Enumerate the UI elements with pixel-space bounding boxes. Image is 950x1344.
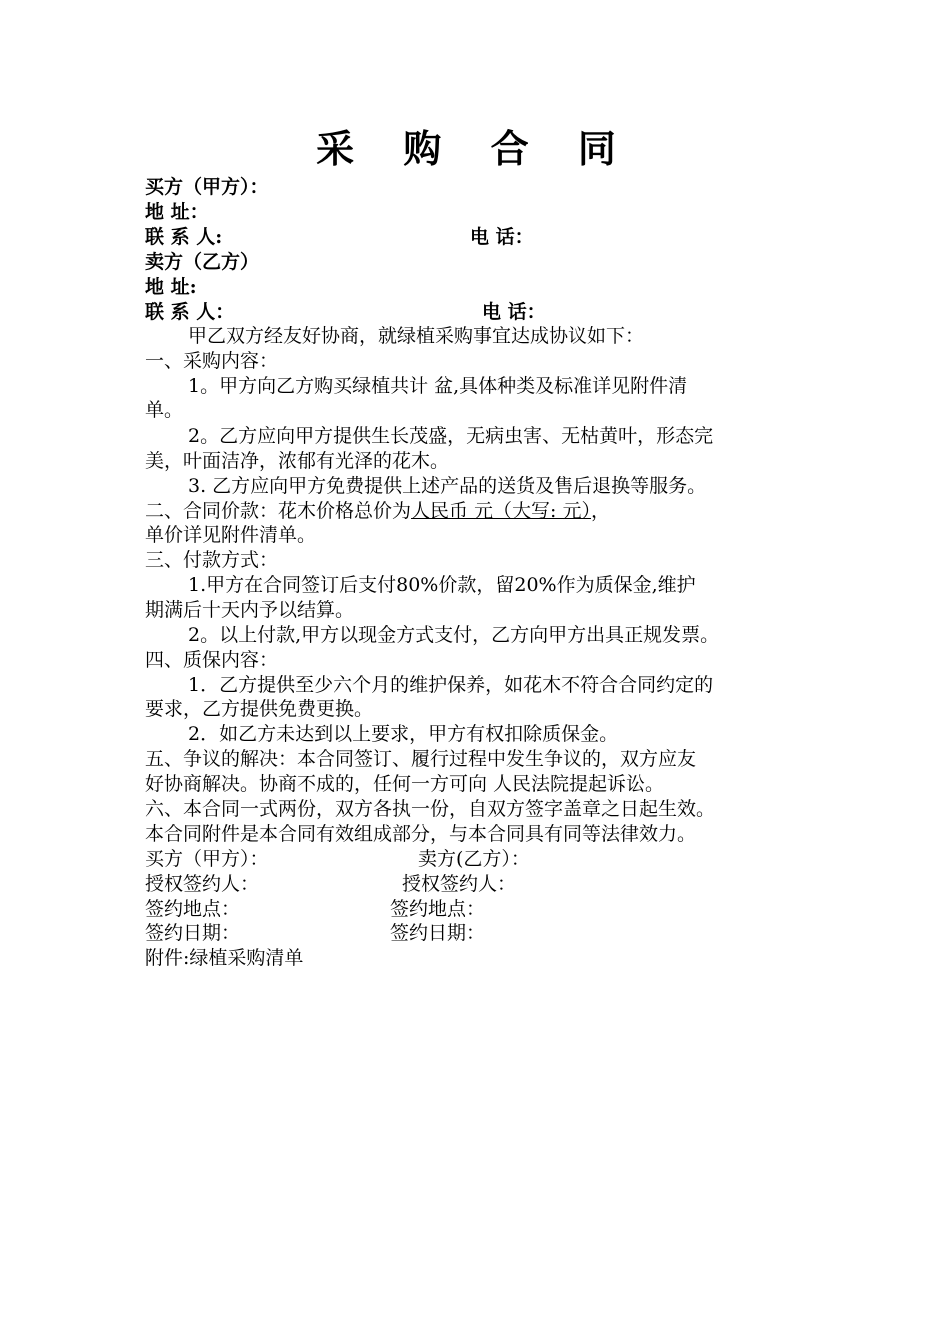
sign-place-seller: 签约地点：: [390, 898, 486, 920]
section-2-suffix: ，: [591, 500, 611, 522]
buyer-label: 买方（甲方）：: [145, 176, 269, 198]
section-1-item-2: 2。乙方应向甲方提供生长茂盛，无病虫害、无枯黄叶，形态完: [188, 425, 714, 447]
section-2-prefix: 二、合同价款：花木价格总价为: [145, 500, 412, 522]
section-4-item-2: 2．如乙方未达到以上要求，甲方有权扣除质保金。: [188, 723, 619, 745]
sign-buyer: 买方（甲方）：: [145, 848, 269, 870]
section-6-line-2: 本合同附件是本合同有效组成部分，与本合同具有同等法律效力。: [145, 823, 697, 845]
section-1-item-3: 3. 乙方应向甲方免费提供上述产品的送货及售后退换等服务。: [188, 475, 707, 497]
section-2-line-1: [145, 499, 610, 524]
section-2-price-blank: 人民币 元（大写: 元）: [411, 500, 591, 522]
sign-signer-seller: 授权签约人：: [402, 873, 517, 895]
sign-place-buyer: 签约地点：: [145, 898, 241, 920]
buyer-contact: 联 系 人:: [145, 226, 223, 248]
section-4-item-1: 1．乙方提供至少六个月的维护保养，如花木不符合合同约定的: [188, 674, 714, 696]
section-4-item-1-cont: 要求，乙方提供免费更换。: [145, 698, 374, 720]
section-1-item-2-cont: 美，叶面洁净，浓郁有光泽的花木。: [145, 450, 450, 472]
section-6-line-1: 六、本合同一式两份，双方各执一份，自双方签字盖章之日起生效。: [145, 798, 716, 820]
sign-date-buyer: 签约日期：: [145, 922, 241, 944]
buyer-address: 地 址：: [145, 201, 209, 223]
attachment-note: 附件:绿植采购清单: [145, 947, 304, 969]
sign-signer-buyer: 授权签约人：: [145, 873, 260, 895]
section-3-item-1-cont: 期满后十天内予以结算。: [145, 599, 355, 621]
section-5-line-2: 好协商解决。协商不成的，任何一方可向 人民法院提起诉讼。: [145, 773, 665, 795]
section-1-item-1: 1。甲方向乙方购买绿植共计 盆,具体种类及标准详见附件清: [188, 375, 688, 397]
section-2-line-2: 单价详见附件清单。: [145, 524, 317, 546]
section-4-title: 四、质保内容：: [145, 649, 279, 671]
sign-seller: 卖方(乙方）：: [418, 848, 530, 870]
seller-contact: 联 系 人：: [145, 301, 235, 323]
section-3-item-1: 1.甲方在合同签订后支付80%价款，留20%作为质保金,维护: [188, 574, 696, 596]
section-1-title: 一、采购内容：: [145, 350, 279, 372]
intro-text: 甲乙双方经友好协商，就绿植采购事宜达成协议如下：: [188, 325, 645, 347]
page-title: 采 购 合 同: [316, 126, 634, 171]
seller-address: 地 址:: [145, 276, 197, 298]
section-3-item-2: 2。以上付款,甲方以现金方式支付，乙方向甲方出具正规发票。: [188, 624, 720, 646]
buyer-phone: 电 话：: [470, 226, 534, 248]
section-3-title: 三、付款方式：: [145, 549, 279, 571]
sign-date-seller: 签约日期：: [390, 922, 486, 944]
seller-label: 卖方（乙方）: [145, 251, 260, 273]
section-5-line-1: 五、争议的解决：本合同签订、履行过程中发生争议的，双方应友: [145, 748, 697, 770]
section-1-item-1-cont: 单。: [145, 399, 184, 421]
seller-phone: 电 话：: [482, 301, 546, 323]
